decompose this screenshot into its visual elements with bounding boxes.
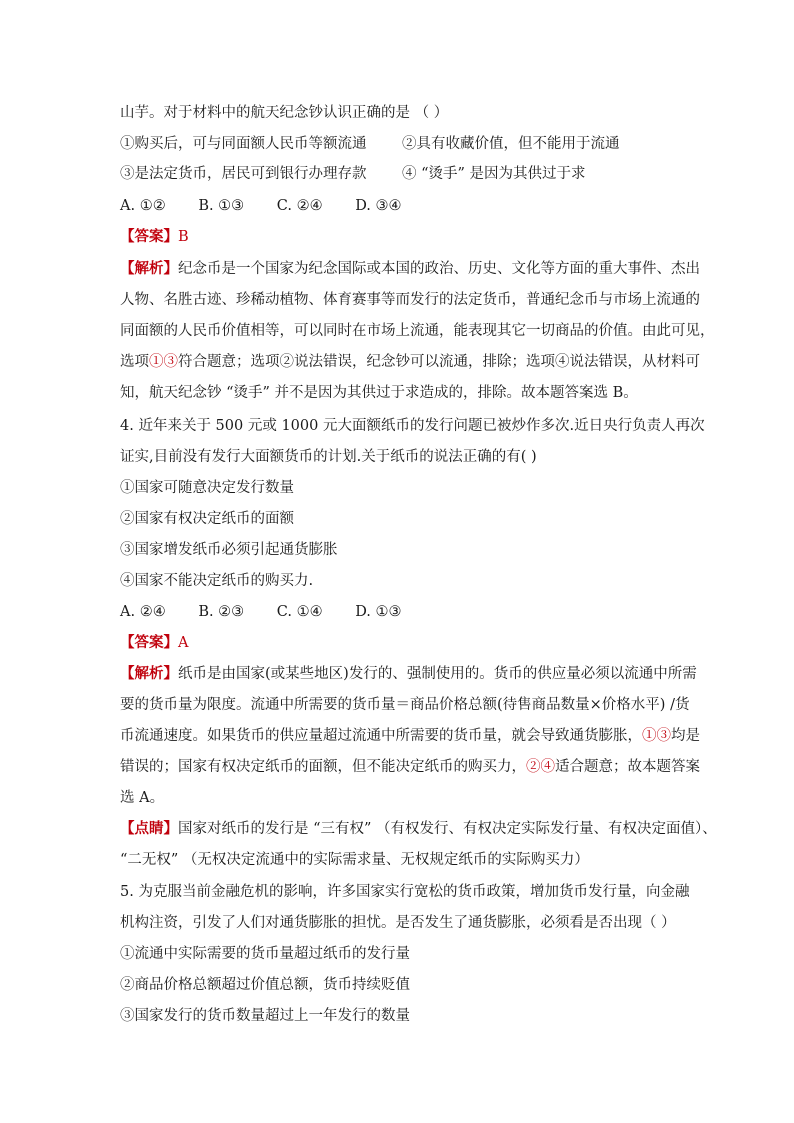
analysis-text: 均是: [671, 728, 700, 744]
q5-item-3: ③国家发行的货币数量超过上一年发行的数量: [120, 1008, 410, 1024]
analysis-text: 错误的；国家有权决定纸币的面额，但不能决定纸币的购买力，: [120, 759, 526, 775]
analysis-tag: 【解析】: [120, 665, 178, 682]
q4-analysis-line-5: 选 A。: [120, 790, 165, 806]
q5-stem-line-1: 5. 为克服当前金融危机的影响，许多国家实行宽松的货币政策，增加货币发行量，向金融: [120, 884, 690, 900]
q3-choice-row-1: [120, 134, 620, 154]
q5-item-1: ①流通中实际需要的货币量超过纸币的发行量: [120, 946, 410, 962]
q3-analysis-line-4: [120, 352, 700, 372]
q3-analysis-line-1: [120, 259, 700, 279]
highlight-numbers: ①③: [642, 728, 671, 744]
highlight-numbers: ①③: [149, 354, 178, 370]
q4-tip-line-1: [120, 819, 717, 839]
q4-option-a: A. ②④: [120, 604, 166, 620]
answer-tag: 【答案】: [120, 634, 178, 651]
q3-choice-row-2: [120, 164, 586, 184]
analysis-text: 适合题意；故本题答案: [555, 759, 700, 775]
q3-item-3: ③是法定货币，居民可到银行办理存款: [120, 166, 367, 182]
q4-option-b: B. ②③: [198, 604, 245, 620]
analysis-text: 纪念币是一个国家为纪念国际或本国的政治、历史、文化等方面的重大事件、杰出: [178, 261, 700, 277]
q4-answer: [120, 633, 188, 653]
q3-option-c: C. ②④: [276, 198, 323, 214]
q4-item-1: ①国家可随意决定发行数量: [120, 480, 294, 496]
q3-analysis-line-5: 知，航天纪念钞 “烫手” 并不是因为其供过于求造成的，排除。故本题答案选 B。: [120, 385, 638, 401]
answer-value: B: [178, 229, 189, 245]
q3-option-b: B. ①③: [198, 198, 245, 214]
analysis-text: 符合题意；选项②说法错误，纪念钞可以流通，排除；选项④说法错误，从材料可: [178, 354, 700, 370]
q4-stem-line-1: 4. 近年来关于 500 元或 1000 元大面额纸币的发行问题已被炒作多次.近日央行负责人再次: [120, 418, 705, 434]
q4-option-c: C. ①④: [276, 604, 323, 620]
q3-stem: 山芋。对于材料中的航天纪念钞认识正确的是 （ ）: [120, 105, 449, 121]
q3-option-d: D. ③④: [355, 198, 402, 214]
q3-item-4: ④ “烫手” 是因为其供过于求: [402, 166, 586, 182]
q4-options: [120, 602, 430, 622]
tip-text: 国家对纸币的发行是 “三有权” （有权发行、有权决定实际发行量、有权决定面值）、: [178, 821, 717, 837]
q4-item-3: ③国家增发纸币必须引起通货膨胀: [120, 542, 338, 558]
q4-analysis-line-3: [120, 726, 700, 746]
q4-tip-line-2: “二无权” （无权决定流通中的实际需求量、无权规定纸币的实际购买力）: [120, 852, 589, 868]
analysis-tag: 【解析】: [120, 260, 178, 277]
q3-item-1: ①购买后，可与同面额人民币等额流通: [120, 136, 367, 152]
q4-option-d: D. ①③: [355, 604, 402, 620]
q3-answer: [120, 227, 189, 247]
q4-analysis-line-4: [120, 757, 700, 777]
analysis-text: 纸币是由国家(或某些地区)发行的、强制使用的。货币的供应量必须以流通中所需: [178, 666, 697, 682]
answer-value: A: [178, 635, 189, 651]
highlight-numbers: ②④: [526, 759, 555, 775]
q4-stem-line-2: 证实,目前没有发行大面额货币的计划.关于纸币的说法正确的有( ): [120, 449, 537, 465]
q3-item-2: ②具有收藏价值，但不能用于流通: [402, 136, 620, 152]
q4-analysis-line-1: [120, 664, 697, 684]
q3-option-a: A. ①②: [120, 198, 166, 214]
q3-options: [120, 196, 430, 216]
q4-analysis-line-2: 要的货币量为限度。流通中所需要的货币量＝商品价格总额(待售商品数量×价格水平) /货: [120, 697, 690, 713]
q5-stem-line-2: 机构注资，引发了人们对通货膨胀的担忧。是否发生了通货膨胀，必须看是否出现（ ）: [120, 915, 676, 931]
analysis-text: 币流通速度。如果货币的供应量超过流通中所需要的货币量，就会导致通货膨胀，: [120, 728, 642, 744]
q4-item-4: ④国家不能决定纸币的购买力.: [120, 573, 314, 589]
q3-analysis-line-3: 同面额的人民币价值相等，可以同时在市场上流通，能表现其它一切商品的价值。由此可见，: [120, 323, 715, 339]
analysis-text: 选项: [120, 354, 149, 370]
q4-item-2: ②国家有权决定纸币的面额: [120, 511, 294, 527]
answer-tag: 【答案】: [120, 228, 178, 245]
q5-item-2: ②商品价格总额超过价值总额，货币持续贬值: [120, 977, 410, 993]
tip-tag: 【点睛】: [120, 820, 178, 837]
q3-analysis-line-2: 人物、名胜古迹、珍稀动植物、体育赛事等而发行的法定货币，普通纪念币与市场上流通的: [120, 292, 700, 308]
